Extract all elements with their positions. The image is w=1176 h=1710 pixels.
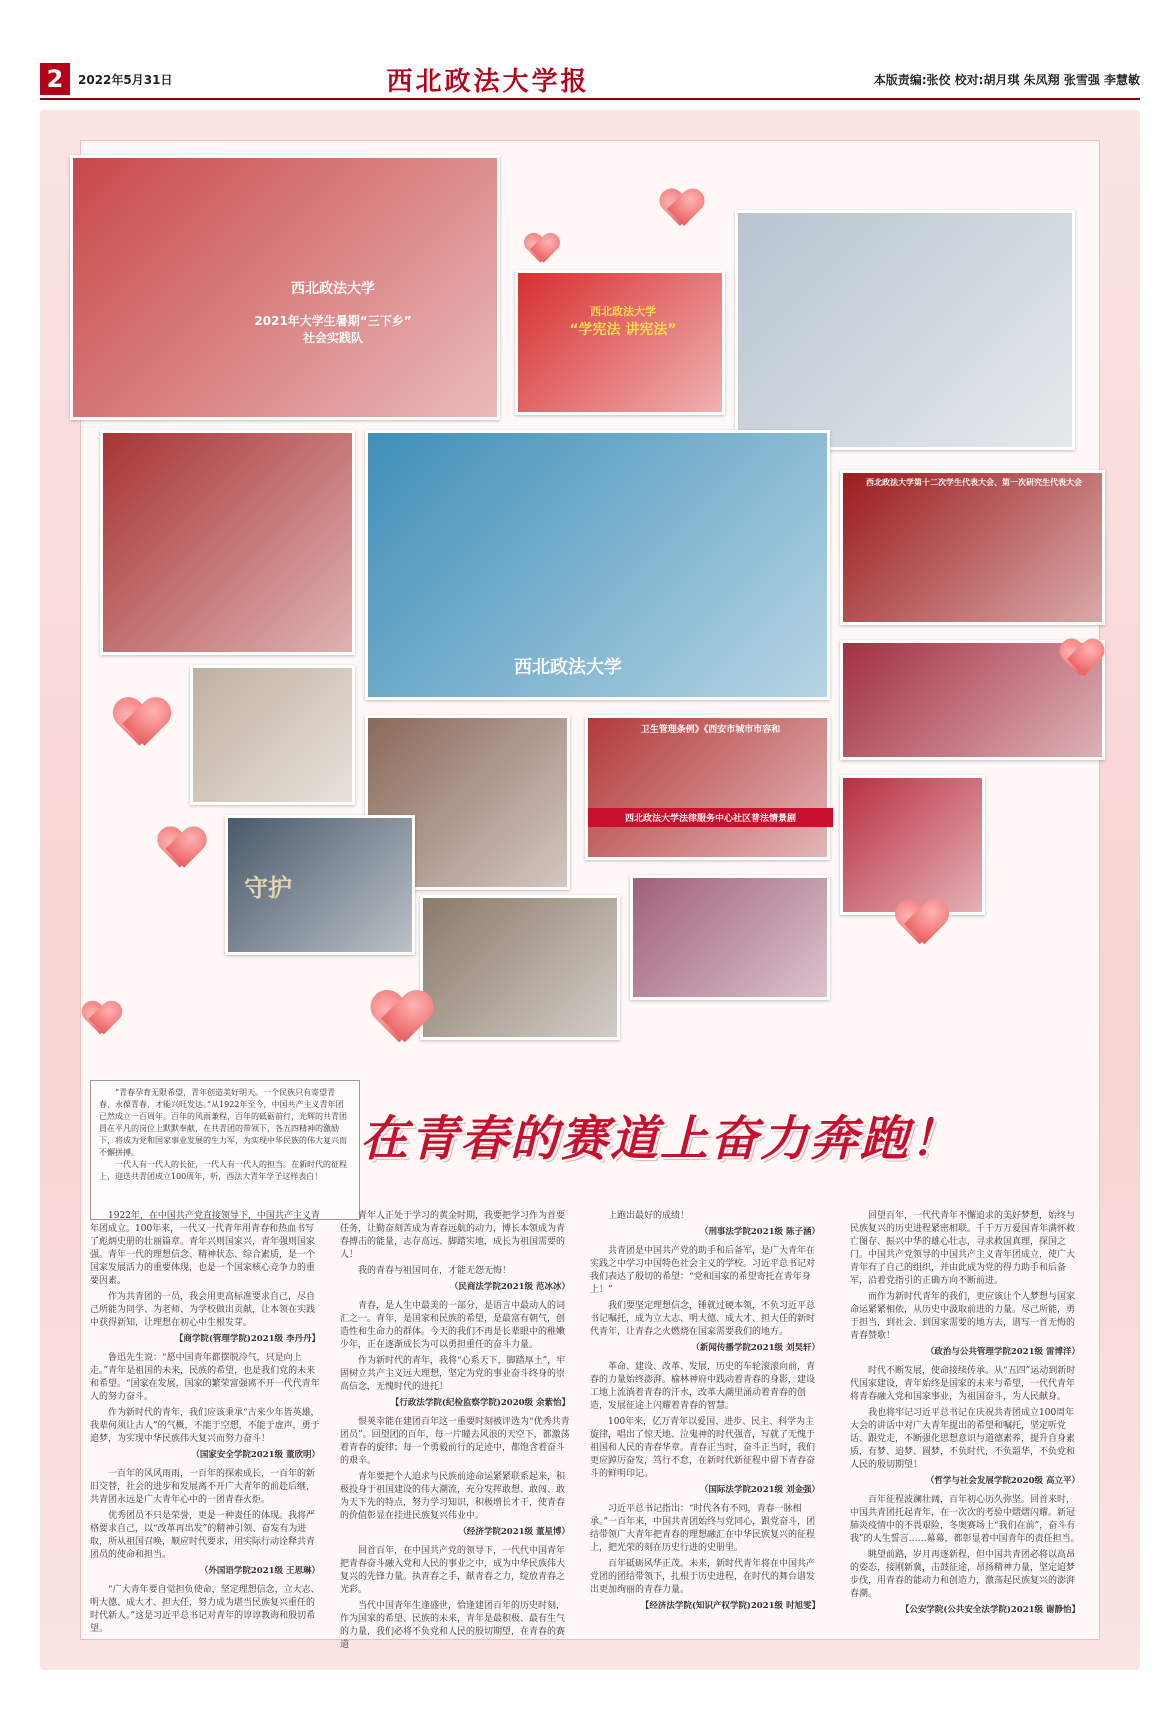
article-byline: （新闻传播学院2021级 刘昊轩） xyxy=(691,1343,820,1353)
article-paragraph: 优秀团员不只是荣誉，更是一种责任的体现。我将严格要求自己，以“改革再出发”的精神引领、奋发有为进取，所从祖国召唤，顺应时代要求，用实际行动诠释共青团员的使命和担当。 xyxy=(90,1511,316,1560)
article-byline: （刑事法学院2021级 陈子涵） xyxy=(699,1227,820,1237)
article-byline: （外国语学院2021级 王思琳） xyxy=(199,1566,320,1576)
article-paragraph: 青年人正处于学习的黄金时期，我要把学习作为首要任务，让勤奋刻苦成为青春远航的动力，博长本领成为青春搏击的能量，志存高远、脚踏实地，成长为祖国需要的人！ xyxy=(340,1211,566,1260)
article-paragraph: 眺望前路，岁月再逐新程，但中国共青团必将以高昂的姿态，接刚新冀，击鼓征途，昂扬精神力量，坚定追梦步伐，用青春的能动力和创造力，激荡起民族复兴的澎湃春潮。 xyxy=(850,1550,1076,1599)
article-column-2 xyxy=(340,1210,570,1650)
article-paragraph: “广大青年要自觉担负使命，坚定理想信念，立大志、明大德、成大才、担大任，努力成为堪当民族复兴重任的时代新人。”这是习近平总书记对青年的谆谆教诲和殷切希望。 xyxy=(90,1585,320,1634)
article-paragraph: 我的青春与祖国同在，才能无怨无悔！ xyxy=(358,1266,512,1276)
article-column-3 xyxy=(590,1210,820,1640)
article-paragraph: 百年砥砺风华正茂。未来，新时代青年将在中国共产党团的团结带领下，扎根于历史进程，在时代的舞台谱发出更加绚丽的青春力量。 xyxy=(590,1559,816,1595)
photo-summer-practice-team xyxy=(70,155,500,420)
page-number: 2 xyxy=(40,63,70,95)
issue-date: 2022年5月31日 xyxy=(78,72,173,87)
heart-decoration xyxy=(896,901,949,949)
photo-law-service-drama xyxy=(585,715,830,860)
heart-decoration xyxy=(371,992,433,1048)
article-paragraph: 作为新时代的青年，我将“心系天下，脚踏厚土”，牢固树立共产主义远大理想，坚定为党的事业奋斗终身的崇高信念，无愧时代的进托！ xyxy=(340,1356,566,1392)
article-paragraph: 革命、建设、改革、发展，历史的车轮滚滚向前，青春的力量始终澎湃。榆林神府中践动着青春的身影，建设工地上流淌着青春的汗水，改革大潮里涌动着青春的创造，发展征途上闪耀着青春的智慧。 xyxy=(590,1362,816,1411)
article-column-4 xyxy=(850,1210,1080,1640)
article-paragraph: 1922年，在中国共产党直接领导下，中国共产主义青年团成立。100年来，一代又一代青年用青春和热血书写了彪炳史册的壮丽篇章。青年兴则国家兴，青年强则国家强。青年一代的理想信念、精神状态、综合素质，是一个国家发展活力的重要体现，也是一个国家核心竞争力的重要因素。 xyxy=(90,1211,320,1286)
article-paragraph: 作为新时代的青年，我们应该秉承“古来少年皆英雄，我辈何须让古人”的气概，不能于空想，不能于虚声，勇于追梦，为实现中华民族伟大复兴而努力奋斗！ xyxy=(90,1408,320,1444)
photo-constitution-event xyxy=(515,270,725,415)
photo-caption-line3: 社会实践队 xyxy=(302,331,363,345)
article-paragraph: 一百年的风风雨雨，一百年的探索成长，一百年的新旧交替，社会的进步和发展离不开广大青年的前赴后继，共青团永远是广大青年心中的一团青春火炬。 xyxy=(90,1469,316,1505)
heart-decoration xyxy=(524,234,559,266)
article-paragraph: 100年来，亿万青年以爱国、进步、民主、科学为主旋律，唱出了惊天地、泣鬼神的时代强音，写就了无愧于祖国和人民的青春华章。青春正当时，奋斗正当时，我们更应踔厉奋发，笃行不怠，在新时代新征程中留下青春奋斗的鲜明印记。 xyxy=(590,1417,816,1479)
photo-volunteers-protective-suits xyxy=(735,210,1075,450)
intro-quote-box xyxy=(90,1080,360,1220)
photo-student-congress xyxy=(840,470,1105,625)
article-column-1 xyxy=(90,1210,320,1640)
intro-quote-text: “青春孕育无限希望，青年创造美好明天。一个民族只有寄望青春、永葆青春，才能兴旺发达。”从1922年至今，中国共产主义青年团已然成立一百周年。百年的风雨兼程，百年的砥砺前行，光辉的共青团員在平凡的岗位上默默奉献，在共青团的带领下，各五四精神的激励下，将成为党和国家事业发展的生力军，为实现中华民族的伟大复兴而不懈拼搏。 xyxy=(99,1088,347,1157)
article-byline: （政治与公共管理学院2021级 雷博洋） xyxy=(925,1347,1080,1357)
heart-decoration xyxy=(113,699,170,751)
article-byline: 【经济法学院(知识产权学院)2021级 时旭雯】 xyxy=(640,1601,820,1611)
article-paragraph: 恨荚幸能在建团百年这一重要时刻被评选为“优秀共青团员”。回望团的百年，每一片瞳去风浪的天空下，都激荡着青春的旋律；每一个勇毅前行的足迹中，都饱含着奋斗的艰辛。 xyxy=(340,1417,570,1466)
article-paragraph: 鲁迅先生说：“愿中国青年都摆脱冷气，只是向上走。”青年是祖国的未来，民族的希望，也是我们党的未来和希望。“国家在发展，国家的繁荣富强离不开一代代青年人的努力奋斗。 xyxy=(90,1353,320,1402)
article-paragraph: 当代中国青年生逢盛世，恰逢建团百年的历史时刻，作为国家的希望、民族的未来，青年是最积极、最有生气的力量，我们必将不负党和人民的殷切期望，在青春的赛道 xyxy=(340,1601,566,1650)
article-paragraph: 习近平总书记指出：“时代各有不同，青春一脉相承。”一百年来，中国共青团始终与党同心，跟党奋斗，团结带领广大青年把青春的理想融汇在中华民族复兴的征程上，把光荣的刻在历史行进的史册里。 xyxy=(590,1504,816,1553)
article-paragraph: 而作为新时代青年的我们，更应该让个人梦想与国家命运紧紧相依，从历史中汲取前进的力量。尽己所能，勇于担当，到社会、到国家需要的地方去，谱写一首无悔的青春赞歌！ xyxy=(850,1292,1076,1341)
article-byline: 【商学院(管理学院)2021级 李丹丹】 xyxy=(174,1334,320,1344)
article-byline: （国家安全学院2021级 董欣明） xyxy=(191,1450,320,1460)
article-paragraph: 百年征程波澜壮阔，百年初心历久弥坚。回首来时，中国共青团托起青年，在一次次的考验中熠熠闪耀。新冠肺炎疫情中的不畏艰险，冬奥赛场上“我们在前”，奋斗有我”的人生誓言……幕幕，都彰显着中国青年的责任担当。 xyxy=(850,1495,1080,1544)
heart-decoration xyxy=(158,828,206,872)
article-paragraph: 作为共青团的一员，我会用更高标准要求自己，尽自己所能为同学、为老师、为学校做出贡献，让本领在实践中获得新知，让理想在初心中生根发芽。 xyxy=(90,1292,316,1328)
photo-caption-line1: 西北政法大学 xyxy=(590,305,656,318)
photo-volunteer-children xyxy=(840,775,985,915)
article-paragraph: 上跑出最好的成绩！ xyxy=(608,1211,690,1221)
photo-stage-ceremony-group xyxy=(365,430,830,700)
article-byline: 【公安学院(公共安全法学院)2021级 谢静怡】 xyxy=(900,1605,1080,1615)
photo-caption-line2: “学宪法 讲宪法” xyxy=(569,322,677,338)
article-paragraph: 我们要坚定理想信念，锤就过硬本领，不负习近平总书记嘱托，成为立大志、明大德、成大才、担大任的新时代青年，让青春之火燃烧在国家需要我们的地方。 xyxy=(590,1301,816,1337)
article-byline: （哲学与社会发展学院2020级 高立平） xyxy=(925,1476,1080,1486)
photo-classroom-ceremony xyxy=(630,875,830,1000)
photo-choir-performance xyxy=(100,430,355,655)
article-paragraph: 我也将牢记习近平总书记在庆祝共青团成立100周年大会的讲话中对广大青年提出的希望和嘱托，坚定听党话、跟党走，不断强化思想意识与道德素养，提升自身素质，有梦、追梦、圆梦，不负时代，不负韶华，不负党和人民的殷切期望！ xyxy=(850,1408,1076,1470)
heart-decoration xyxy=(82,1002,122,1038)
photo-caption-line1: 卫生管理条例》《西安市城市市容和 xyxy=(640,725,781,735)
article-paragraph: 回望百年，一代代青年不懈追求的美好梦想，始终与民族复兴的历史进程紧密相联。千千万万爱国青年满怀救亡图存、振兴中华的雄心壮志，寻求救国真理，探国之门。中国共产党领导的中国共产主义青年团成立，使广大青年有了自己的组织，并由此成为党的得力助手和后备军，沿着党指引的正确方向不断前进。 xyxy=(850,1211,1076,1286)
heart-decoration xyxy=(1060,640,1104,680)
photo-caption-line1: 西北政法大学第十二次学生代表大会、第一次研究生代表大会 xyxy=(866,478,1082,487)
photo-caption-line2: 2021年大学生暑期“三下乡” xyxy=(254,314,412,328)
article-paragraph: 回首百年，在中国共产党的领导下，一代代中国青年把青春奋斗融入党和人民的事业之中，成为中华民族伟大复兴的先锋力量。执青春之手，献青春之力，绽放青春之光彩。 xyxy=(340,1546,566,1595)
intro-quote-text2: 一代人有一代人的长征，一代人有一代人的担当。在新时代的征程上，迎迭共青团成立100周年，听，西法大青年学子这样表白！ xyxy=(99,1160,347,1181)
article-paragraph: 青年要把个人追求与民族前途命运紧紧联系起来，积极投身于祖国建设的伟大潮流，充分发挥敢想、敢闯、敢为天下先的特点，努力学习知识，积极增长才干，使青春的价值彰显在挂进民族复兴伟业中。 xyxy=(340,1472,566,1521)
photo-caption-line1: 守护 xyxy=(244,874,292,902)
heart-decoration xyxy=(660,190,704,230)
article-byline: （民商法学院2021级 范冰冰） xyxy=(449,1282,570,1292)
article-paragraph: 青春，是人生中最美的一部分，是语言中最动人的词汇之一。青年，是国家和民族的希望，是最富有朝气，创造性和生命力的群体。今天的我们不再是长辈眼中的稚嫩少年，正在逐渐成长为可以勇担重任的奋斗力量。 xyxy=(340,1301,566,1350)
photo-caption-line1: 西北政法大学 xyxy=(291,281,375,297)
masthead xyxy=(40,60,1140,100)
photo-caption-line2: 西北政法大学法律服务中心社区普法情景剧 xyxy=(624,814,796,824)
photo-outdoor-photography xyxy=(420,895,620,1040)
article-byline: （经济学院2021级 董星博） xyxy=(458,1527,570,1537)
paper-name: 西北政法大学报 xyxy=(386,66,590,97)
photo-exhibition-visit xyxy=(190,665,355,805)
editors-credit: 本版责编:张佼 校对:胡月琪 朱凤翔 张雪强 李慧敏 xyxy=(873,72,1140,87)
article-paragraph: 共青团是中国共产党的助手和后备军，是广大青年在实践之中学习中国特色社会主义的学校。习近平总书记对我们表达了殷切的希望：“党和国家的希望寄托在青年身上！” xyxy=(590,1246,816,1295)
page-headline: 在青春的赛道上奋力奔跑！ xyxy=(360,1111,961,1167)
article-byline: 【行政法学院(纪检监察学院)2020级 余紫怡】 xyxy=(390,1398,570,1408)
photo-guardian-performance xyxy=(225,815,415,955)
photo-caption-line1: 西北政法大学 xyxy=(514,657,622,678)
article-byline: （国际法学院2021级 刘金强） xyxy=(699,1485,820,1495)
article-paragraph: 时代不断发展，使命接续传承。从“五四”运动到新时代国家建设，青年始终是国家的未来与希望，一代代青年将青春融入党和国家事业，为祖国奋斗，为人民献身。 xyxy=(850,1366,1076,1402)
